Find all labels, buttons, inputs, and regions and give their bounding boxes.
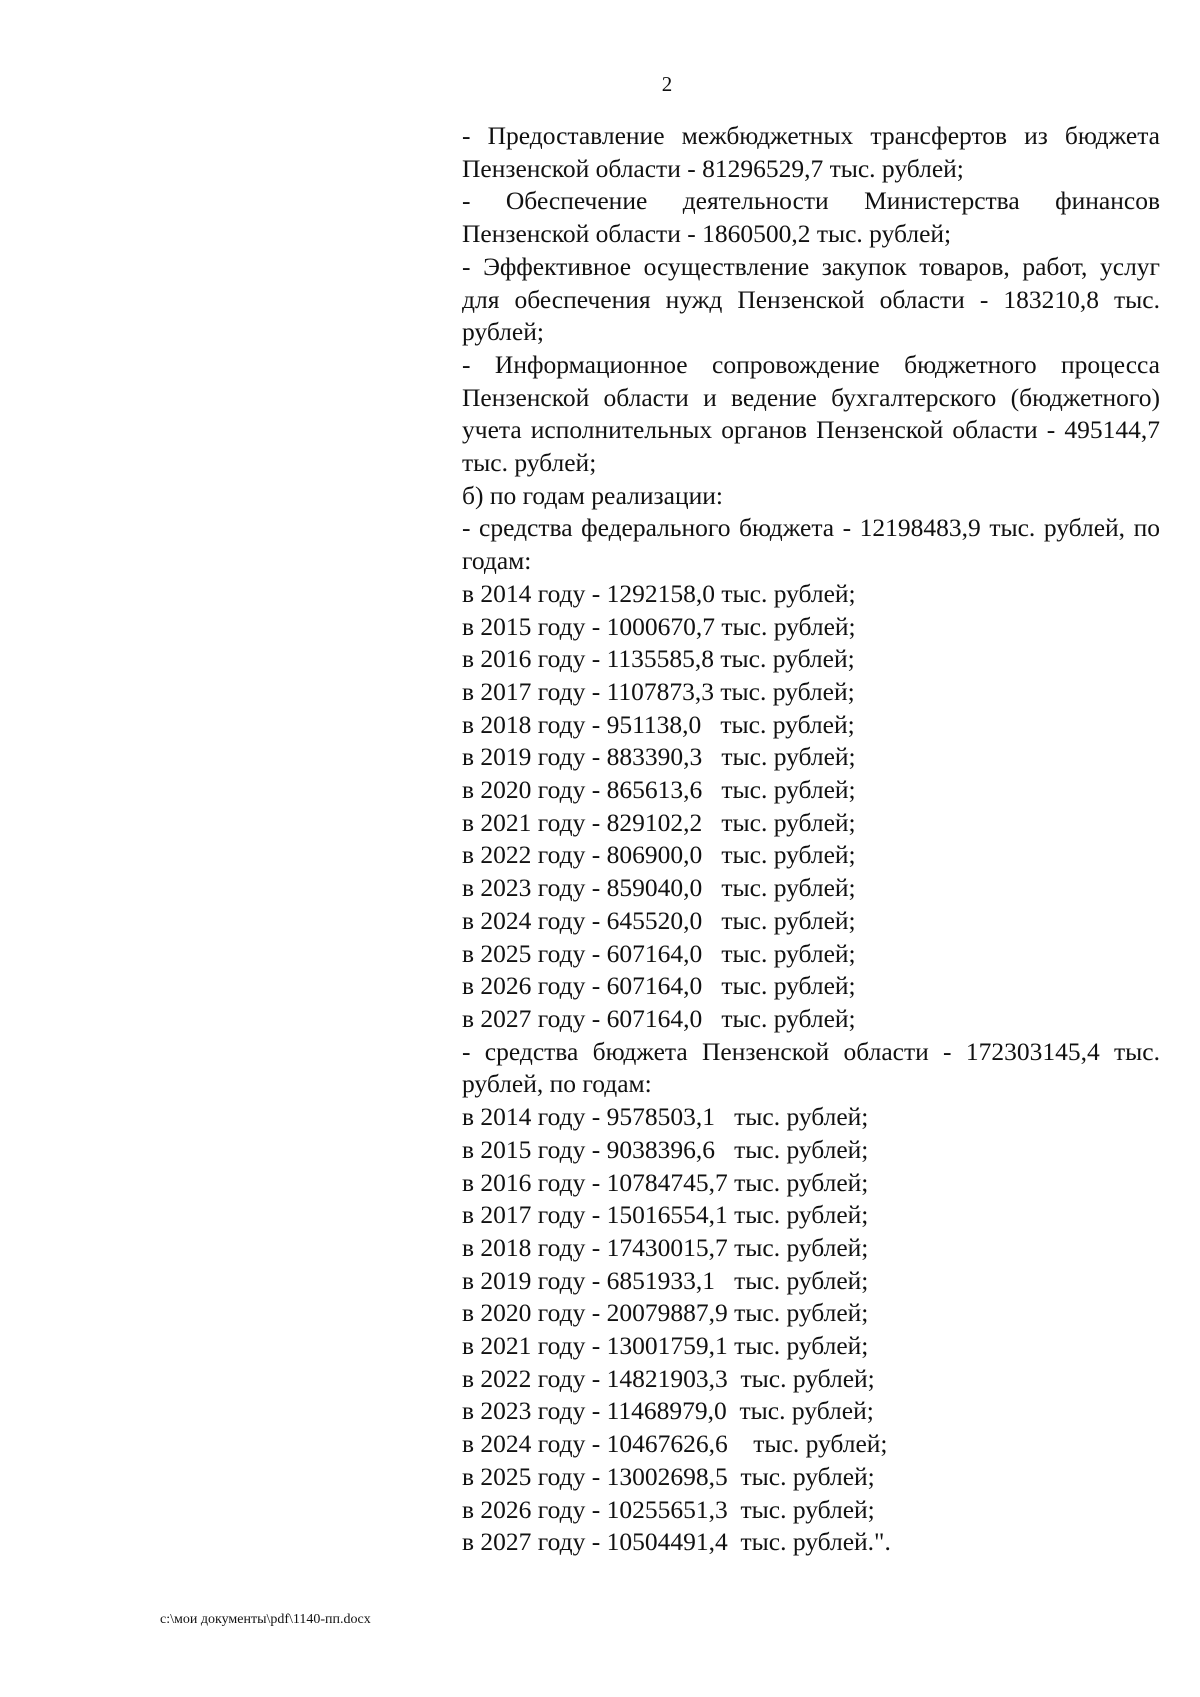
file-path-footer: c:\мои документы\pdf\1140-пп.docx [160, 1612, 371, 1627]
list-item: в 2023 году - 11468979,0 тыс. рублей; [462, 1396, 874, 1426]
list-item: в 2022 году - 806900,0 тыс. рублей; [462, 840, 856, 870]
paragraph-by-years-heading: б) по годам реализации: [462, 480, 723, 510]
list-item: в 2018 году - 17430015,7 тыс. рублей; [462, 1232, 869, 1262]
list-item: в 2023 году - 859040,0 тыс. рублей; [462, 873, 856, 903]
list-item: в 2015 году - 1000670,7 тыс. рублей; [462, 611, 856, 641]
list-item: в 2018 году - 951138,0 тыс. рублей; [462, 709, 855, 739]
paragraph-information-support: - Информационное сопровождение бюджетного процесса Пензенской области и ведение бухгалтерского (бюджетного) учета исполнительных органов Пензенской области - 495144,7 тыс. рублей; [462, 349, 1160, 478]
list-item: в 2017 году - 1107873,3 тыс. рублей; [462, 676, 855, 706]
list-item: в 2020 году - 865613,6 тыс. рублей; [462, 775, 856, 805]
list-item: в 2024 году - 10467626,6 тыс. рублей; [462, 1429, 888, 1459]
list-item: в 2021 году - 13001759,1 тыс. рублей; [462, 1331, 869, 1361]
regional-year-list [462, 1101, 1160, 1559]
list-item: в 2016 году - 10784745,7 тыс. рублей; [462, 1167, 869, 1197]
federal-year-list [462, 578, 1160, 1036]
list-item: в 2015 году - 9038396,6 тыс. рублей; [462, 1134, 869, 1164]
list-item: в 2017 году - 15016554,1 тыс. рублей; [462, 1200, 869, 1230]
list-item: в 2019 году - 883390,3 тыс. рублей; [462, 742, 856, 772]
page-number: 2 [661, 72, 673, 96]
list-item: в 2016 году - 1135585,8 тыс. рублей; [462, 644, 855, 674]
paragraph-procurement: - Эффективное осуществление закупок товаров, работ, услуг для обеспечения нужд Пензенской области - 183210,8 тыс. рублей; [462, 251, 1160, 347]
list-item: в 2020 году - 20079887,9 тыс. рублей; [462, 1298, 869, 1328]
list-item: в 2022 году - 14821903,3 тыс. рублей; [462, 1363, 875, 1393]
list-item: в 2026 году - 607164,0 тыс. рублей; [462, 971, 856, 1001]
document-body [462, 120, 1160, 1559]
list-item: в 2019 году - 6851933,1 тыс. рублей; [462, 1265, 869, 1295]
list-item: в 2025 году - 13002698,5 тыс. рублей; [462, 1461, 875, 1491]
list-item: в 2014 году - 1292158,0 тыс. рублей; [462, 578, 856, 608]
list-item: в 2027 году - 607164,0 тыс. рублей; [462, 1003, 856, 1033]
list-item: в 2025 году - 607164,0 тыс. рублей; [462, 938, 856, 968]
paragraph-transfers: - Предоставление межбюджетных трансфертов из бюджета Пензенской области - 81296529,7 тыс. рублей; [462, 121, 1160, 183]
list-item: в 2026 году - 10255651,3 тыс. рублей; [462, 1494, 875, 1524]
list-item: в 2024 году - 645520,0 тыс. рублей; [462, 905, 856, 935]
list-item: в 2021 году - 829102,2 тыс. рублей; [462, 807, 856, 837]
list-item: в 2027 году - 10504491,4 тыс. рублей.". [462, 1527, 891, 1557]
paragraph-federal-budget: - средства федерального бюджета - 12198483,9 тыс. рублей, по годам: [462, 513, 1160, 576]
paragraph-ministry-activity: - Обеспечение деятельности Министерства финансов Пензенской области - 1860500,2 тыс. рублей; [462, 186, 1160, 249]
paragraph-regional-budget: - средства бюджета Пензенской области - 172303145,4 тыс. рублей, по годам: [462, 1036, 1160, 1099]
list-item: в 2014 году - 9578503,1 тыс. рублей; [462, 1102, 869, 1132]
